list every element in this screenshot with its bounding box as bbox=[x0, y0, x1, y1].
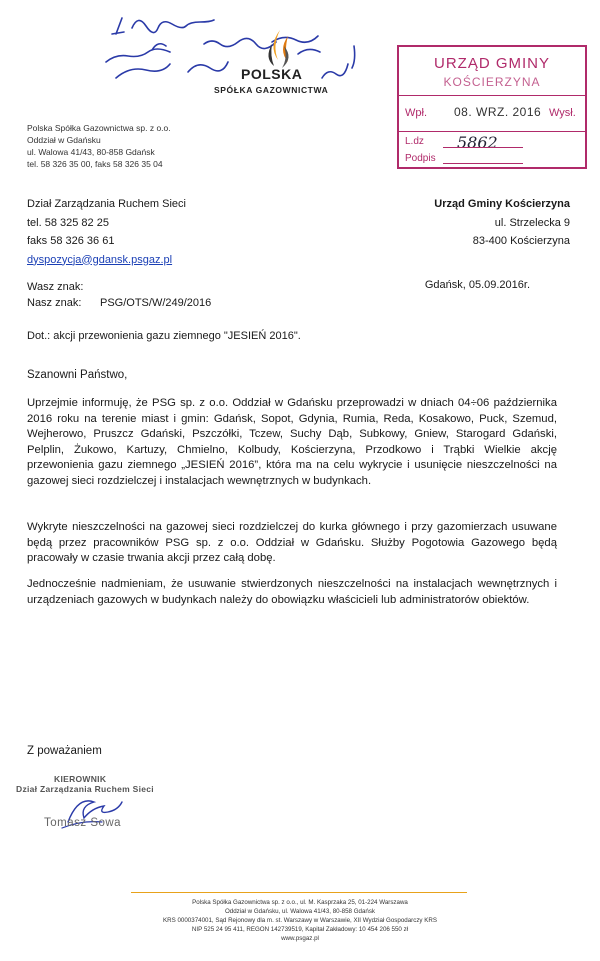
footer-line: Polska Spółka Gazownictwa sp. z o.o., ul. M. Kasprzaka 25, 01-224 Warszawa bbox=[192, 899, 408, 906]
department-name: Dział Zarządzania Ruchem Sieci bbox=[27, 198, 186, 210]
stamp-wpl-label: Wpł. bbox=[405, 107, 427, 119]
sender-line: Polska Spółka Gazownictwa sp. z o.o. bbox=[27, 123, 171, 133]
footer-line: Oddział w Gdańsku, ul. Walowa 41/43, 80-858 Gdańsk bbox=[224, 908, 376, 915]
our-ref-label: Nasz znak: bbox=[27, 297, 82, 309]
sender-line: ul. Walowa 41/43, 80-858 Gdańsk bbox=[27, 147, 155, 157]
stamp-subtitle: KOŚCIERZYNA bbox=[443, 75, 541, 89]
sender-line: tel. 58 326 35 00, faks 58 326 35 04 bbox=[27, 159, 163, 169]
stamp-wysl-label: Wysł. bbox=[549, 107, 576, 119]
stamp-ldz-label: L.dz bbox=[405, 136, 424, 147]
signer-name: Tomasz Sowa bbox=[44, 817, 122, 829]
department-contact bbox=[27, 195, 186, 269]
sender-address bbox=[27, 122, 171, 170]
recipient-address bbox=[434, 195, 570, 251]
received-stamp bbox=[397, 45, 587, 169]
signature-stamp-title: KIEROWNIK bbox=[54, 774, 107, 784]
recipient-name: Urząd Gminy Kościerzyna bbox=[434, 198, 570, 210]
stamp-number: 5862 bbox=[457, 133, 498, 152]
department-email-link[interactable]: dyspozycja@gdansk.psgaz.pl bbox=[27, 253, 173, 266]
footer bbox=[0, 898, 600, 943]
closing: Z poważaniem bbox=[27, 745, 102, 757]
our-ref-value: PSG/OTS/W/249/2016 bbox=[100, 297, 212, 309]
handwritten-signature bbox=[48, 792, 138, 840]
stamp-date: 08. WRZ. 2016 bbox=[454, 105, 542, 119]
your-ref-label: Wasz znak: bbox=[27, 281, 84, 293]
subject-line: Dot.: akcji przewonienia gazu ziemnego "JESIEŃ 2016". bbox=[27, 330, 301, 342]
department-fax: faks 58 326 36 61 bbox=[27, 235, 115, 247]
greeting: Szanowni Państwo, bbox=[27, 369, 128, 381]
footer-line: NIP 525 24 95 411, REGON 142739519, Kapitał Zakładowy: 10 454 206 550 zł bbox=[191, 926, 409, 933]
recipient-city: 83-400 Kościerzyna bbox=[472, 235, 570, 247]
footer-divider bbox=[131, 892, 467, 893]
place-date: Gdańsk, 05.09.2016r. bbox=[424, 279, 530, 291]
body-paragraph: Uprzejmie informuję, że PSG sp. z o.o. Oddział w Gdańsku przeprowadzi w dniach 04÷06 października 2016 roku na terenie miast i gmin: Gdańsk, Sopot, Gdynia, Rumia, Reda, Kosakowo, Puck, Szemud, Wejherowo, Pruszcz Gdański, Pszczółki, Tczew, Suchy Dąb, Subkowy, Gniew, Starogard Gdański, Pelplin, Żukowo, Kartuzy, Chmielno, Kolbudy, Kościerzyna, Przodkowo i Trąbki Wielkie akcję przewonienia gazu ziemnego „JESIEŃ 2016”, która ma na celu wykrycie i usunięcie nieszczelności na gazowej sieci rozdzielczej i instalacjach wewnętrznych w budynkach. bbox=[27, 397, 557, 487]
signature-stamp-dept: Dział Zarządzania Ruchem Sieci bbox=[16, 784, 154, 794]
logo-brand: POLSKA bbox=[241, 66, 303, 82]
footer-website[interactable]: www.psgaz.pl bbox=[281, 935, 319, 942]
sender-line: Oddział w Gdańsku bbox=[27, 135, 101, 145]
body-paragraph: Wykryte nieszczelności na gazowej sieci rozdzielczej do kurka głównego i przy gazomierzach usuwane będą przez pracowników PSG sp. z o.o. Oddział w Gdańsku. Służby Pogotowia Gazowego będą pracowały w czasie trwania akcji przez całą dobę. bbox=[27, 521, 557, 565]
department-tel: tel. 58 325 82 25 bbox=[27, 216, 109, 229]
body-paragraph: Jednocześnie nadmieniam, że usuwanie stwierdzonych nieszczelności na instalacjach wewnętrznych i urządzeniach gazowych w budynkach należy do obowiązku właścicieli lub administratorów obiektów. bbox=[27, 578, 557, 606]
signature-stamp bbox=[16, 774, 154, 794]
stamp-podpis-label: Podpis bbox=[405, 153, 436, 164]
reference-block bbox=[27, 279, 212, 311]
logo-subtitle: SPÓŁKA GAZOWNICTWA bbox=[214, 85, 329, 95]
footer-line: KRS 0000374001, Sąd Rejonowy dla m. st. Warszawy w Warszawie, XII Wydział Gospodarczy KRS bbox=[163, 917, 437, 924]
stamp-title: URZĄD GMINY bbox=[434, 55, 550, 72]
recipient-street: ul. Strzelecka 9 bbox=[494, 216, 570, 229]
